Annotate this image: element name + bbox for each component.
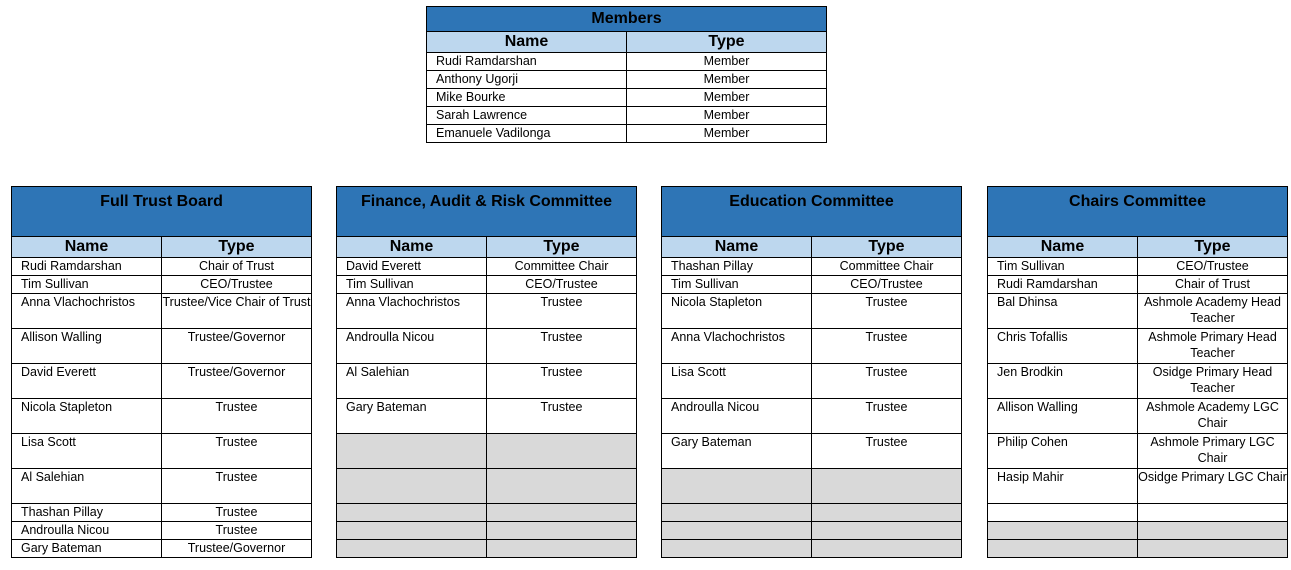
finance-audit-risk-committee-table <box>336 186 637 558</box>
full-trust-board-body <box>12 258 312 558</box>
type-cell: Trustee <box>487 329 637 364</box>
table-row <box>12 258 312 276</box>
table-row <box>12 504 312 522</box>
chairs-committee-table <box>987 186 1288 558</box>
chairs-committee-title: Chairs Committee <box>988 187 1288 237</box>
table-row <box>337 434 637 469</box>
table-row <box>988 364 1288 399</box>
type-cell: Trustee <box>812 434 962 469</box>
table-row <box>662 329 962 364</box>
name-cell <box>337 522 487 540</box>
table-row <box>427 107 827 125</box>
name-cell: Rudi Ramdarshan <box>988 276 1138 294</box>
type-cell: Osidge Primary LGC Chair <box>1138 469 1288 504</box>
education-committee-type-header: Type <box>812 237 962 258</box>
name-cell: Tim Sullivan <box>12 276 162 294</box>
name-cell: Androulla Nicou <box>337 329 487 364</box>
name-cell: Al Salehian <box>337 364 487 399</box>
type-cell: CEO/Trustee <box>487 276 637 294</box>
table-row <box>988 258 1288 276</box>
type-cell <box>1138 522 1288 540</box>
full-trust-board-type-header: Type <box>162 237 312 258</box>
table-row <box>12 294 312 329</box>
table-row <box>337 399 637 434</box>
table-row <box>337 258 637 276</box>
members-type-header: Type <box>627 32 827 53</box>
type-cell: Trustee/Governor <box>162 329 312 364</box>
type-cell: Ashmole Primary Head Teacher <box>1138 329 1288 364</box>
type-cell <box>487 522 637 540</box>
type-cell <box>1138 504 1288 522</box>
name-cell: Tim Sullivan <box>337 276 487 294</box>
table-row <box>988 522 1288 540</box>
type-cell: Trustee/Governor <box>162 364 312 399</box>
table-row <box>662 522 962 540</box>
type-cell: Chair of Trust <box>162 258 312 276</box>
member-name-cell: Sarah Lawrence <box>427 107 627 125</box>
table-row <box>427 53 827 71</box>
member-type-cell: Member <box>627 53 827 71</box>
name-cell: Anna Vlachochristos <box>337 294 487 329</box>
name-cell <box>337 540 487 558</box>
name-cell: Gary Bateman <box>12 540 162 558</box>
type-cell <box>812 504 962 522</box>
name-cell: Androulla Nicou <box>12 522 162 540</box>
name-cell: Philip Cohen <box>988 434 1138 469</box>
full-trust-board-name-header: Name <box>12 237 162 258</box>
name-cell: Chris Tofallis <box>988 329 1138 364</box>
member-name-cell: Rudi Ramdarshan <box>427 53 627 71</box>
member-name-cell: Anthony Ugorji <box>427 71 627 89</box>
type-cell: Trustee <box>162 522 312 540</box>
name-cell: Nicola Stapleton <box>662 294 812 329</box>
name-cell: Tim Sullivan <box>662 276 812 294</box>
table-row <box>662 364 962 399</box>
table-row <box>337 294 637 329</box>
member-name-cell: Mike Bourke <box>427 89 627 107</box>
education-committee-table <box>661 186 962 558</box>
finance-audit-risk-title: Finance, Audit & Risk Committee <box>337 187 637 237</box>
name-cell: Gary Bateman <box>337 399 487 434</box>
education-committee-body <box>662 258 962 558</box>
table-row <box>988 294 1288 329</box>
chairs-committee-type-header: Type <box>1138 237 1288 258</box>
name-cell <box>988 540 1138 558</box>
type-cell: Trustee <box>162 504 312 522</box>
name-cell: Thashan Pillay <box>12 504 162 522</box>
name-cell <box>988 504 1138 522</box>
type-cell: Ashmole Academy Head Teacher <box>1138 294 1288 329</box>
members-name-header: Name <box>427 32 627 53</box>
table-row <box>12 399 312 434</box>
finance-audit-risk-name-header: Name <box>337 237 487 258</box>
type-cell: Trustee <box>162 434 312 469</box>
type-cell: Trustee <box>487 399 637 434</box>
type-cell <box>487 434 637 469</box>
table-row <box>427 89 827 107</box>
table-row <box>662 434 962 469</box>
name-cell <box>662 522 812 540</box>
chairs-committee-name-header: Name <box>988 237 1138 258</box>
name-cell: Jen Brodkin <box>988 364 1138 399</box>
name-cell: Hasip Mahir <box>988 469 1138 504</box>
name-cell: Gary Bateman <box>662 434 812 469</box>
table-row <box>12 469 312 504</box>
table-row <box>12 522 312 540</box>
name-cell: Nicola Stapleton <box>12 399 162 434</box>
member-type-cell: Member <box>627 125 827 143</box>
type-cell: Committee Chair <box>812 258 962 276</box>
name-cell <box>337 469 487 504</box>
table-row <box>337 522 637 540</box>
name-cell <box>662 469 812 504</box>
education-committee-name-header: Name <box>662 237 812 258</box>
name-cell: David Everett <box>337 258 487 276</box>
member-type-cell: Member <box>627 71 827 89</box>
name-cell: Bal Dhinsa <box>988 294 1138 329</box>
table-row <box>337 469 637 504</box>
name-cell <box>337 504 487 522</box>
table-row <box>988 329 1288 364</box>
type-cell: Trustee <box>162 399 312 434</box>
type-cell: CEO/Trustee <box>812 276 962 294</box>
type-cell <box>487 469 637 504</box>
name-cell: Tim Sullivan <box>988 258 1138 276</box>
table-row <box>988 434 1288 469</box>
type-cell: Trustee <box>487 294 637 329</box>
table-row <box>988 504 1288 522</box>
type-cell: Chair of Trust <box>1138 276 1288 294</box>
name-cell: Allison Walling <box>12 329 162 364</box>
type-cell: Trustee <box>487 364 637 399</box>
name-cell <box>988 522 1138 540</box>
type-cell <box>1138 540 1288 558</box>
member-type-cell: Member <box>627 107 827 125</box>
name-cell <box>337 434 487 469</box>
table-row <box>662 504 962 522</box>
table-row <box>988 399 1288 434</box>
table-row <box>337 364 637 399</box>
members-title: Members <box>427 7 827 32</box>
table-row <box>427 71 827 89</box>
type-cell <box>812 469 962 504</box>
chairs-committee-body <box>988 258 1288 558</box>
member-name-cell: Emanuele Vadilonga <box>427 125 627 143</box>
table-row <box>337 276 637 294</box>
type-cell: Trustee <box>812 294 962 329</box>
type-cell <box>487 540 637 558</box>
type-cell: Trustee <box>162 469 312 504</box>
table-row <box>662 294 962 329</box>
education-committee-title: Education Committee <box>662 187 962 237</box>
type-cell: CEO/Trustee <box>1138 258 1288 276</box>
type-cell: Trustee <box>812 329 962 364</box>
table-row <box>988 276 1288 294</box>
type-cell: Trustee <box>812 399 962 434</box>
name-cell: Anna Vlachochristos <box>12 294 162 329</box>
type-cell: Trustee/Vice Chair of Trust <box>162 294 312 329</box>
type-cell: Trustee <box>812 364 962 399</box>
type-cell <box>812 522 962 540</box>
type-cell: Trustee/Governor <box>162 540 312 558</box>
table-row <box>12 364 312 399</box>
table-row <box>662 276 962 294</box>
name-cell: Thashan Pillay <box>662 258 812 276</box>
table-row <box>337 540 637 558</box>
name-cell: Lisa Scott <box>12 434 162 469</box>
type-cell <box>812 540 962 558</box>
type-cell: Osidge Primary Head Teacher <box>1138 364 1288 399</box>
type-cell: CEO/Trustee <box>162 276 312 294</box>
name-cell: Lisa Scott <box>662 364 812 399</box>
finance-audit-risk-body <box>337 258 637 558</box>
name-cell: David Everett <box>12 364 162 399</box>
type-cell <box>487 504 637 522</box>
table-row <box>12 434 312 469</box>
finance-audit-risk-type-header: Type <box>487 237 637 258</box>
members-body <box>427 53 827 143</box>
table-row <box>12 276 312 294</box>
name-cell: Anna Vlachochristos <box>662 329 812 364</box>
table-row <box>427 125 827 143</box>
table-row <box>988 540 1288 558</box>
full-trust-board-table <box>11 186 312 558</box>
table-row <box>662 399 962 434</box>
table-row <box>662 540 962 558</box>
table-row <box>337 329 637 364</box>
member-type-cell: Member <box>627 89 827 107</box>
table-row <box>12 540 312 558</box>
name-cell: Androulla Nicou <box>662 399 812 434</box>
table-row <box>662 469 962 504</box>
full-trust-board-title: Full Trust Board <box>12 187 312 237</box>
table-row <box>662 258 962 276</box>
type-cell: Ashmole Academy LGC Chair <box>1138 399 1288 434</box>
name-cell: Rudi Ramdarshan <box>12 258 162 276</box>
name-cell <box>662 504 812 522</box>
table-row <box>12 329 312 364</box>
table-row <box>337 504 637 522</box>
name-cell: Al Salehian <box>12 469 162 504</box>
name-cell <box>662 540 812 558</box>
table-row <box>988 469 1288 504</box>
type-cell: Committee Chair <box>487 258 637 276</box>
name-cell: Allison Walling <box>988 399 1138 434</box>
type-cell: Ashmole Primary LGC Chair <box>1138 434 1288 469</box>
members-table <box>426 6 827 143</box>
